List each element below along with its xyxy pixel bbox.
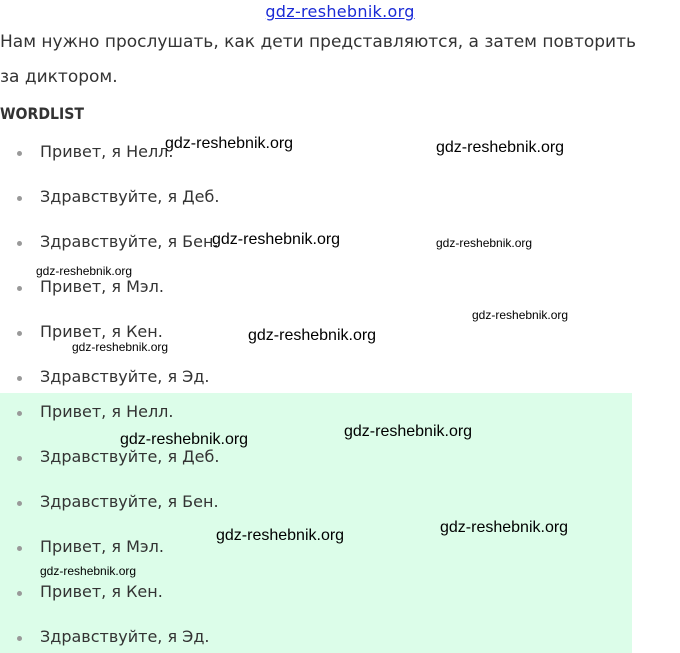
bullet-icon: [17, 196, 22, 201]
bullet-icon: [17, 286, 22, 291]
intro-paragraph: Нам нужно прослушать, как дети представляются, а затем повторить за диктором.: [0, 32, 637, 87]
list-item-text: Здравствуйте, я Эд.: [40, 367, 210, 386]
watermark: gdz-reshebnik.org: [36, 264, 133, 278]
list-item-text: Привет, я Мэл.: [40, 537, 164, 556]
list-item-text: Здравствуйте, я Деб.: [40, 187, 220, 206]
list-item-text: Здравствуйте, я Эд.: [40, 627, 210, 646]
watermark: gdz-reshebnik.org: [120, 431, 249, 448]
bullet-icon: [17, 331, 22, 336]
bullet-icon: [17, 411, 22, 416]
watermark: gdz-reshebnik.org: [440, 519, 569, 536]
bullet-icon: [17, 151, 22, 156]
list-item-text: Привет, я Нелл.: [40, 142, 174, 161]
list-item-text: Привет, я Мэл.: [40, 277, 164, 296]
site-link[interactable]: gdz-reshebnik.org: [265, 2, 415, 21]
watermark: gdz-reshebnik.org: [472, 308, 569, 322]
bullet-icon: [17, 501, 22, 506]
list-item-text: Привет, я Кен.: [40, 322, 163, 341]
bullet-icon: [17, 636, 22, 641]
watermark: gdz-reshebnik.org: [216, 527, 345, 544]
bullet-icon: [17, 456, 22, 461]
watermark: gdz-reshebnik.org: [72, 340, 169, 354]
bullet-icon: [17, 376, 22, 381]
watermark: gdz-reshebnik.org: [165, 135, 294, 152]
watermark: gdz-reshebnik.org: [212, 231, 341, 248]
bullet-icon: [17, 241, 22, 246]
list-item-text: Привет, я Нелл.: [40, 402, 174, 421]
watermark: gdz-reshebnik.org: [436, 139, 565, 156]
list-item-text: Здравствуйте, я Бен.: [40, 232, 219, 251]
bullet-icon: [17, 591, 22, 596]
watermark: gdz-reshebnik.org: [40, 564, 137, 578]
watermark: gdz-reshebnik.org: [248, 327, 377, 344]
list-item-text: Здравствуйте, я Бен.: [40, 492, 219, 511]
list-item-text: Привет, я Кен.: [40, 582, 163, 601]
bullet-icon: [17, 546, 22, 551]
watermark: gdz-reshebnik.org: [436, 236, 533, 250]
wordlist-heading: WORDLIST: [0, 104, 84, 123]
list-item-text: Здравствуйте, я Деб.: [40, 447, 220, 466]
watermark: gdz-reshebnik.org: [344, 423, 473, 440]
